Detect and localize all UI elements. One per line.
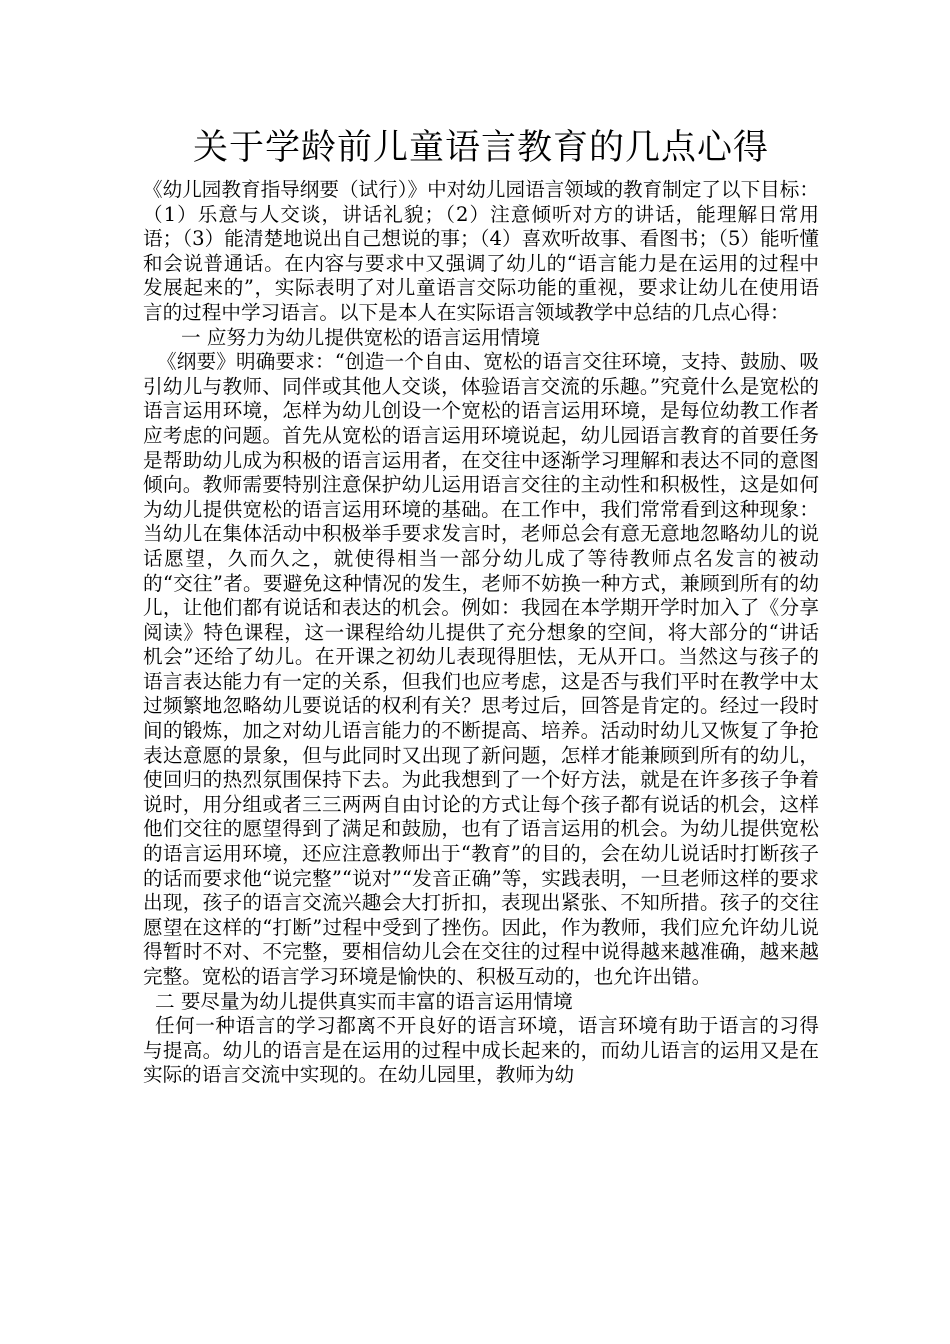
document-title: 关于学龄前儿童语言教育的几点心得 [192,128,769,168]
section-heading-2: 二 要尽量为幼儿提供真实而丰富的语言运用情境 [155,989,573,1013]
section-body-1: 《纲要》明确要求：“创造一个自由、宽松的语言交往环境，支持、鼓励、吸引幼儿与教师、同伴或其他人交谈，体验语言交流的乐趣。”究竟什么是宽松的语言运用环境，怎样为幼儿创设一个宽松的语言运用环境，是每位幼教工作者应考虑的问题。首先从宽松的语言运用环境说起，幼儿园语言教育的首要任务是帮助幼儿成为积极的语言运用者，在交往中逐渐学习理解和表达不同的意图倾向。教师需要特别注意保护幼儿运用语言交往的主动性和积极性，这是如何为幼儿提供宽松的语言运用环境的基础。在工作中，我们常常看到这种现象：当幼儿在集体活动中积极举手要求发言时，老师总会有意无意地忽略幼儿的说话愿望，久而久之，就使得相当一部分幼儿成了等待教师点名发言的被动的“交往”者。要避免这种情况的发生，老师不妨换一种方式，兼顾到所有的幼儿，让他们都有说话和表达的机会。例如：我园在本学期开学时加入了《分享阅读》特色课程，这一课程给幼儿提供了充分想象的空间，将大部分的“讲话机会”还给了幼儿。在开课之初幼儿表现得胆怯，无从开口。当然这与孩子的语言表达能力有一定的关系，但我们也应考虑，这是否与我们平时在教学中太过频繁地忽略幼儿要说话的权利有关？思考过后，回答是肯定的。经过一段时间的锻炼，加之对幼儿语言能力的不断提高、培养。活动时幼儿又恢复了争抢表达意愿的景象，但与此同时又出现了新问题，怎样才能兼顾到所有的幼儿，使回归的热烈氛围保持下去。为此我想到了一个好方法，就是在许多孩子争着说时，用分组或者三三两两自由讨论的方式让每个孩子都有说话的机会，这样他们交往的愿望得到了满足和鼓励，也有了语言运用的机会。为幼儿提供宽松的语言运用环境，还应注意教师出于“教育”的目的，会在幼儿说话时打断孩子的话而要求他“说完整”“说对”“发音正确”等，实践表明，一旦老师这样的要求出现，孩子的语言交流兴趣会大打折扣，表现出紧张、不知所措。孩子的交往愿望在这样的“打断”过程中受到了挫伤。因此，作为教师，我们应允许幼儿说得暂时不对、不完整，要相信幼儿会在交往的过程中说得越来越准确，越来越完整。宽松的语言学习环境是愉快的、积极互动的，也允许出错。 [143,350,819,988]
section-body-2: 任何一种语言的学习都离不开良好的语言环境，语言环境有助于语言的习得与提高。幼儿的语言是在运用的过程中成长起来的，而幼儿语言的运用又是在实际的语言交流中实现的。在幼儿园里，教师为幼 [143,1014,819,1087]
intro-paragraph: 《幼儿园教育指导纲要（试行）》中对幼儿园语言领域的教育制定了以下目标：（1）乐意与人交谈，讲话礼貌；（2）注意倾听对方的讲话，能理解日常用语；（3）能清楚地说出自己想说的事；（4）喜欢听故事、看图书；（5）能听懂和会说普通话。在内容与要求中又强调了幼儿的“语言能力是在运用的过程中发展起来的”，实际表明了对儿童语言交际功能的重视，要求让幼儿在使用语言的过程中学习语言。以下是本人在实际语言领域教学中总结的几点心得： [143,178,819,324]
document-page [143,120,819,1088]
section-heading-1: 一 应努力为幼儿提供宽松的语言运用情境 [181,325,540,349]
